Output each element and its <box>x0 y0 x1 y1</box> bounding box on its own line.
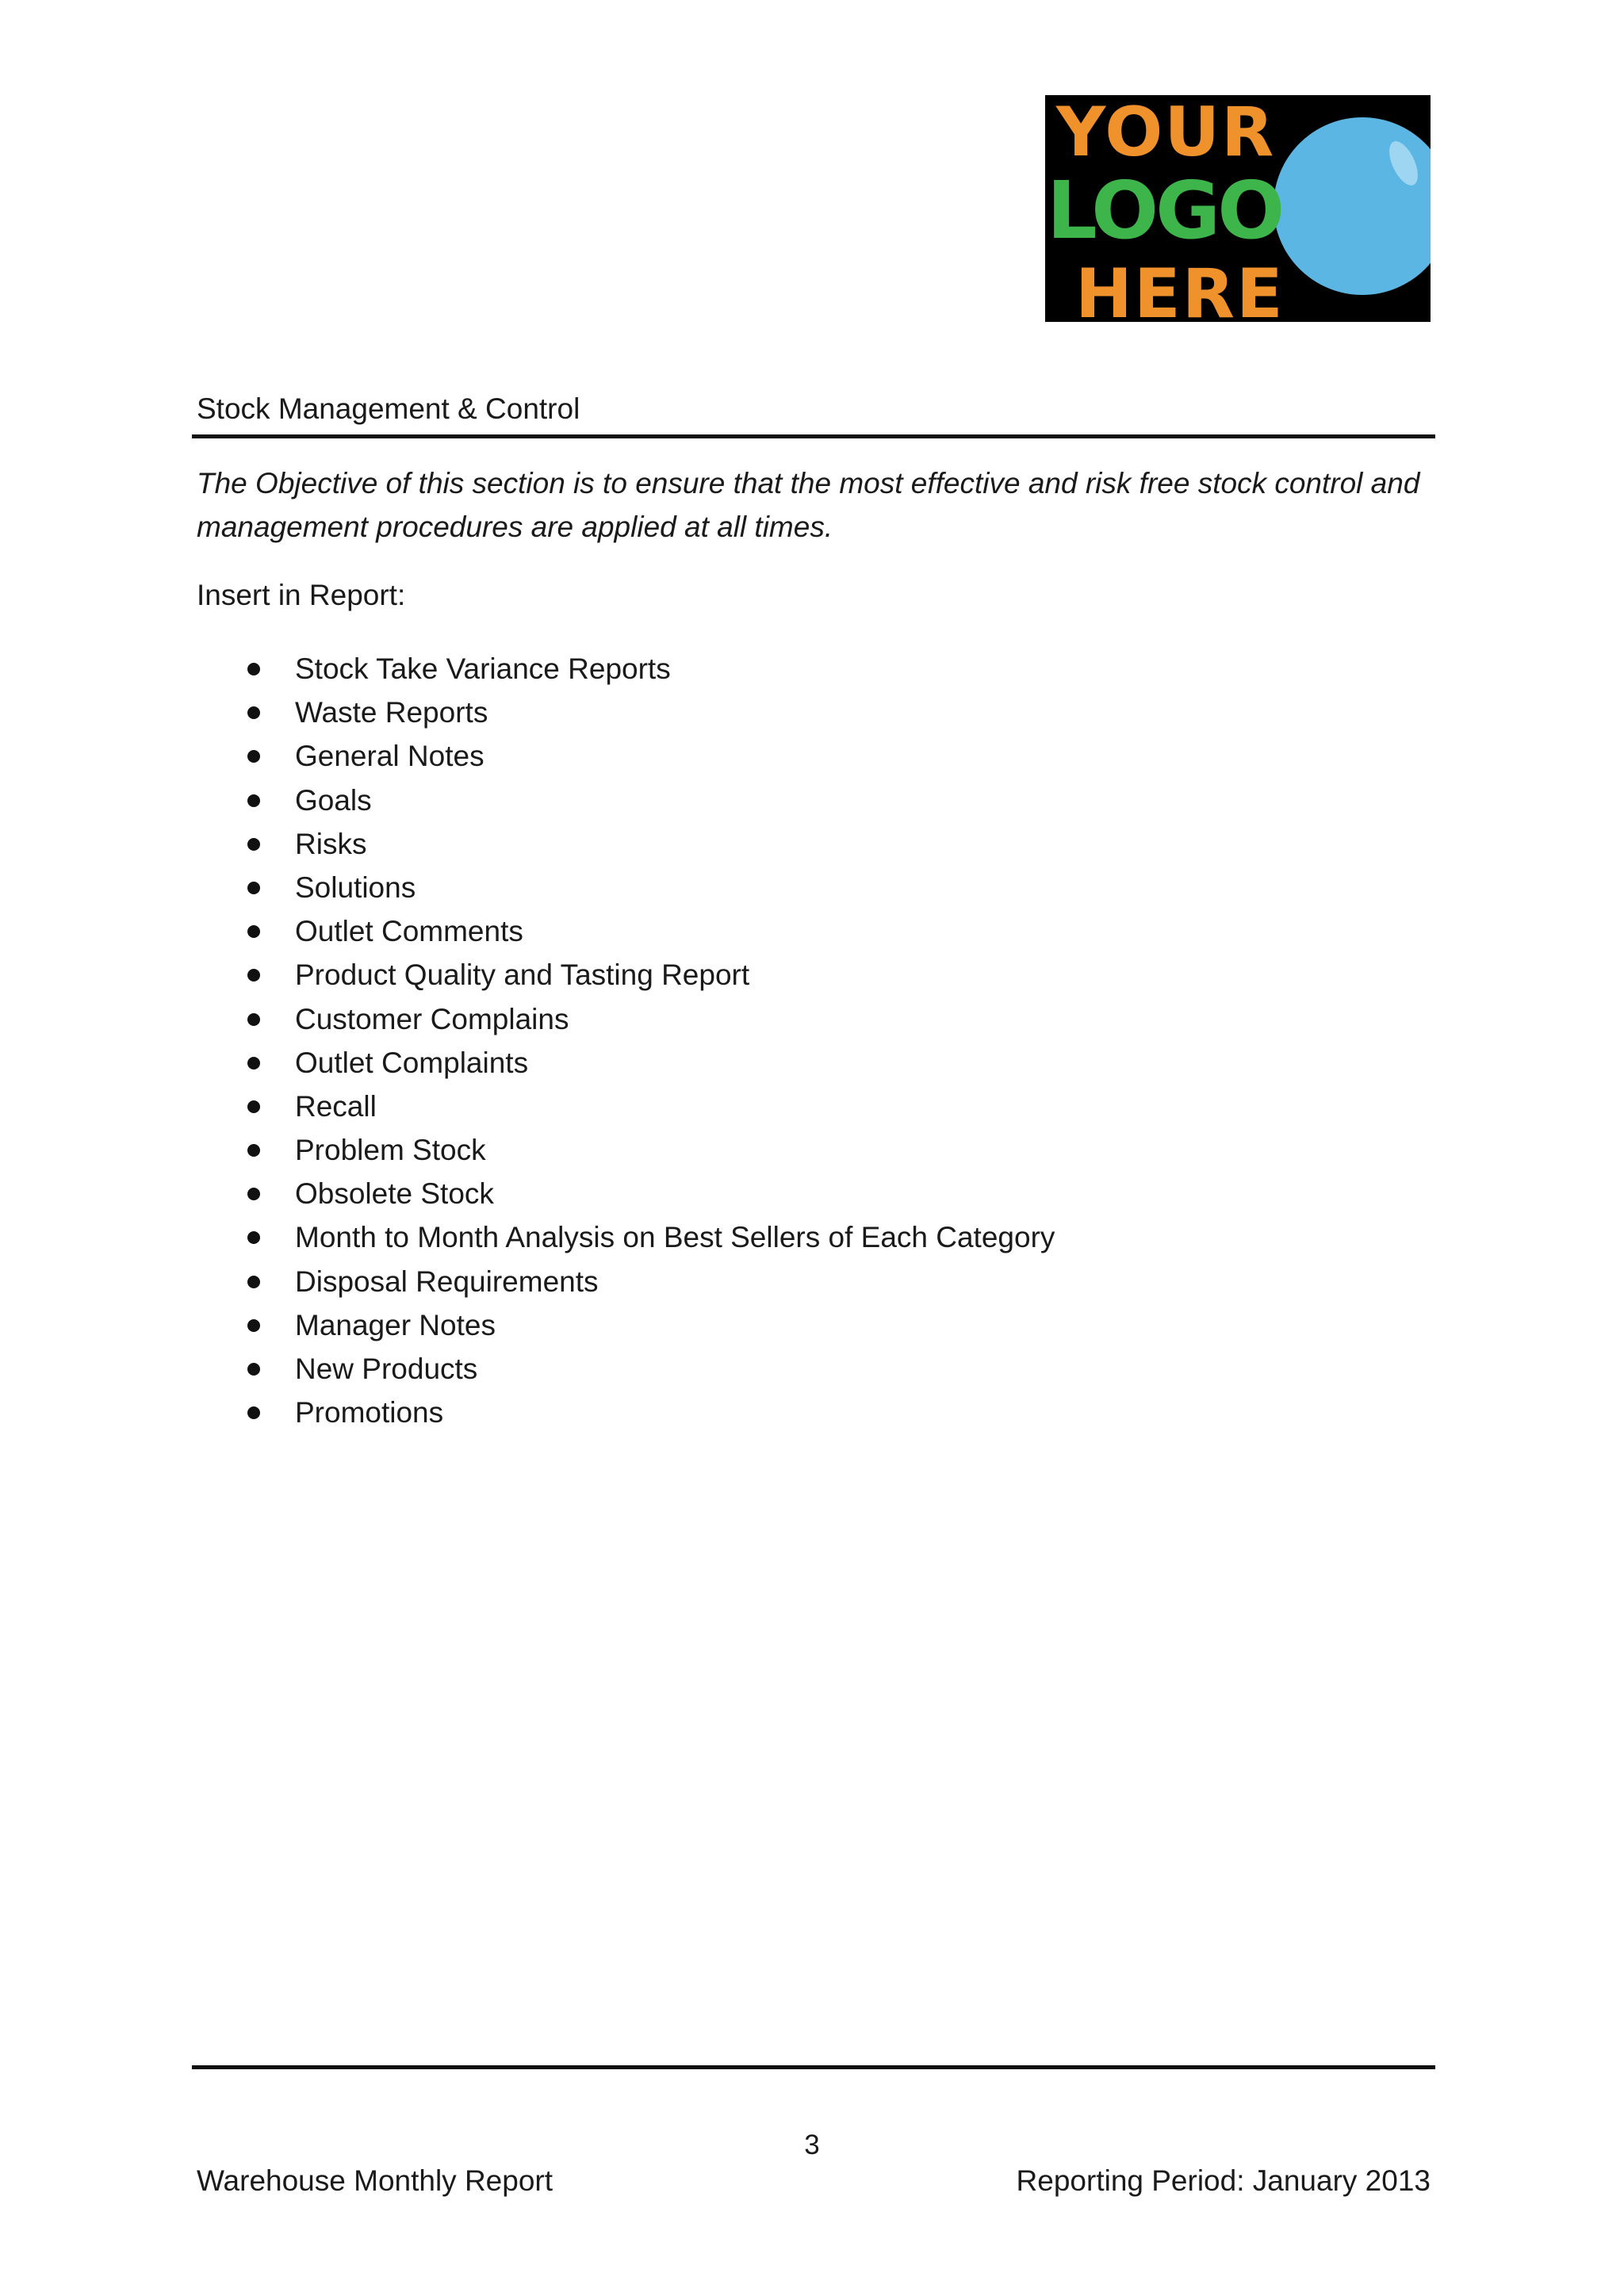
bullet-icon <box>247 1406 260 1419</box>
list-item-label: General Notes <box>295 740 485 773</box>
bullet-icon <box>247 1013 260 1026</box>
list-item-label: Manager Notes <box>295 1308 496 1341</box>
list-item-label: Obsolete Stock <box>295 1177 494 1211</box>
list-item-label: Risks <box>295 827 367 860</box>
bullet-icon <box>247 838 260 851</box>
bullet-icon <box>247 794 260 807</box>
page-number: 3 <box>804 2130 820 2160</box>
bullet-icon <box>247 706 260 719</box>
list-item-label: Outlet Complaints <box>295 1046 529 1079</box>
section-title: Stock Management & Control <box>197 392 580 425</box>
bullet-icon <box>247 1144 260 1157</box>
list-item-label: Waste Reports <box>295 696 488 729</box>
objective-text: The Objective of this section is to ensure that the most effective and risk free stock control and management procedures are applied at all times. <box>197 467 1420 543</box>
logo-graphic <box>1045 95 1431 322</box>
bullet-icon <box>247 1057 260 1070</box>
footer-reporting-period: Reporting Period: January 2013 <box>1016 2164 1431 2197</box>
list-item-label: Solutions <box>295 871 416 904</box>
list-item-label: Customer Complains <box>295 1002 569 1035</box>
footer-divider <box>192 2065 1435 2069</box>
bullet-icon <box>247 1276 260 1288</box>
bullet-icon <box>247 1319 260 1332</box>
company-logo <box>1045 95 1431 322</box>
list-item-label: New Products <box>295 1353 478 1385</box>
footer-report-title: Warehouse Monthly Report <box>197 2164 553 2197</box>
bullet-icon <box>247 1231 260 1244</box>
list-item-label: Problem Stock <box>295 1134 486 1167</box>
list-item-label: Recall <box>295 1089 377 1123</box>
list-item-label: Month to Month Analysis on Best Sellers of Each Category <box>295 1221 1055 1254</box>
bullet-icon <box>247 1188 260 1200</box>
bullet-icon <box>247 925 260 938</box>
list-item-label: Promotions <box>295 1396 444 1429</box>
bullet-icon <box>247 1100 260 1113</box>
bullet-icon <box>247 969 260 982</box>
bullet-icon <box>247 750 260 763</box>
list-item-label: Goals <box>295 783 372 817</box>
list-item-label: Product Quality and Tasting Report <box>295 959 750 992</box>
svg-text:YOUR: YOUR <box>1056 95 1276 172</box>
insert-label: Insert in Report: <box>197 579 406 611</box>
list-item-label: Disposal Requirements <box>295 1265 599 1298</box>
list-item-label: Stock Take Variance Reports <box>295 652 671 685</box>
svg-text:HERE: HERE <box>1075 254 1285 322</box>
header-divider <box>192 434 1435 438</box>
list-item-label: Outlet Comments <box>295 915 523 948</box>
bullet-icon <box>247 882 260 894</box>
bullet-icon <box>247 1363 260 1376</box>
bullet-icon <box>247 663 260 675</box>
svg-text:LOGO: LOGO <box>1047 164 1282 257</box>
